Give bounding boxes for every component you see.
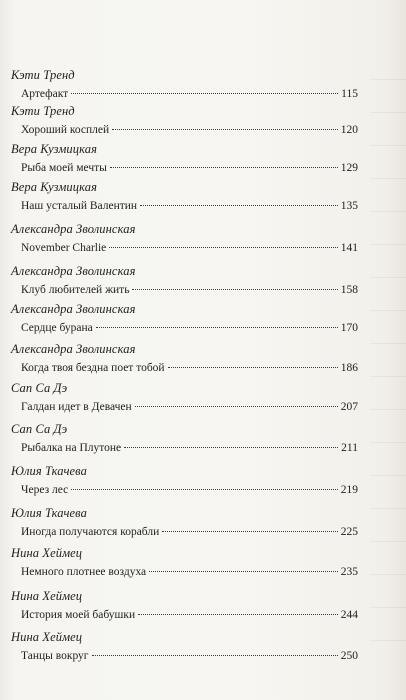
entry-title: Рыбалка на Плутоне	[21, 442, 122, 454]
dot-leader	[124, 447, 338, 448]
dot-leader	[92, 655, 338, 656]
entry-page-number: 225	[340, 526, 358, 538]
entry-title: Наш усталый Валентин	[21, 200, 138, 212]
entry-row	[21, 525, 358, 541]
entry-page-number: 244	[340, 609, 358, 621]
entry-title: История моей бабушки	[21, 609, 136, 621]
entry-author: Александра Зволинская	[11, 302, 136, 316]
toc-entry[interactable]	[0, 142, 406, 180]
entry-page-number: 120	[340, 124, 358, 136]
toc-entry[interactable]	[0, 302, 406, 340]
entry-row	[21, 283, 358, 299]
entry-title: Клуб любителей жить	[21, 284, 130, 296]
entry-row	[21, 400, 358, 416]
entry-page-number: 250	[340, 650, 358, 662]
entry-page-number: 141	[340, 242, 358, 254]
entry-page-number: 211	[341, 442, 358, 454]
entry-row	[21, 649, 358, 665]
entry-row	[21, 565, 358, 581]
entry-author: Юлия Ткачева	[11, 464, 87, 478]
entry-title: Через лес	[21, 484, 69, 496]
dot-leader	[112, 129, 338, 130]
entry-page-number: 158	[340, 284, 358, 296]
entry-row	[21, 199, 358, 215]
entry-page-number: 186	[340, 362, 358, 374]
entry-page-number: 115	[341, 88, 358, 100]
dot-leader	[71, 489, 338, 490]
dot-leader	[135, 406, 338, 407]
entry-row	[21, 123, 358, 139]
entry-row	[21, 483, 358, 499]
dot-leader	[149, 571, 338, 572]
entry-page-number: 129	[340, 162, 358, 174]
toc-entry[interactable]	[0, 589, 406, 627]
entry-title: Галдан идет в Девачен	[21, 401, 132, 413]
entry-page-number: 219	[340, 484, 358, 496]
entry-author: Александра Зволинская	[11, 222, 136, 236]
entry-page-number: 135	[340, 200, 358, 212]
entry-author: Юлия Ткачева	[11, 506, 87, 520]
entry-author: Сап Са Дэ	[11, 422, 68, 436]
entry-title: Немного плотнее воздуха	[21, 566, 147, 578]
entry-title: November Charlie	[21, 242, 107, 254]
dot-leader	[96, 327, 338, 328]
entry-row	[21, 361, 358, 377]
dot-leader	[168, 367, 338, 368]
entry-author: Сап Са Дэ	[11, 381, 68, 395]
entry-author: Кэти Тренд	[11, 68, 75, 82]
entry-title: Артефакт	[21, 88, 69, 100]
toc-entry[interactable]	[0, 222, 406, 260]
entry-author: Вера Кузмицкая	[11, 180, 97, 194]
entry-row	[21, 441, 358, 457]
entry-author: Александра Зволинская	[11, 342, 136, 356]
entry-author: Нина Хеймец	[11, 630, 83, 644]
entry-page-number: 235	[340, 566, 358, 578]
entry-title: Сердце бурана	[21, 322, 93, 334]
entry-author: Нина Хеймец	[11, 546, 83, 560]
entry-author: Нина Хеймец	[11, 589, 83, 603]
entry-title: Рыба моей мечты	[21, 162, 107, 174]
toc-entry[interactable]	[0, 104, 406, 142]
dot-leader	[132, 289, 337, 290]
dot-leader	[109, 247, 337, 248]
dot-leader	[110, 167, 338, 168]
entry-title: Танцы вокруг	[21, 650, 89, 662]
entry-row	[21, 87, 358, 103]
entry-author: Кэти Тренд	[11, 104, 75, 118]
toc-entry[interactable]	[0, 546, 406, 584]
entry-title: Хороший косплей	[21, 124, 110, 136]
toc-entry[interactable]	[0, 264, 406, 302]
entry-page-number: 170	[340, 322, 358, 334]
dot-leader	[140, 205, 338, 206]
entry-title: Иногда получаются корабли	[21, 526, 160, 538]
toc-entry[interactable]	[0, 630, 406, 668]
toc-entry[interactable]	[0, 342, 406, 380]
entry-row	[21, 241, 358, 257]
toc-entry[interactable]	[0, 381, 406, 419]
toc-entry[interactable]	[0, 180, 406, 218]
toc-entry[interactable]	[0, 506, 406, 544]
dot-leader	[138, 614, 338, 615]
entry-page-number: 207	[340, 401, 358, 413]
toc-entry[interactable]	[0, 464, 406, 502]
entry-author: Вера Кузмицкая	[11, 142, 97, 156]
dot-leader	[71, 93, 338, 94]
dot-leader	[162, 531, 337, 532]
entry-row	[21, 321, 358, 337]
entry-author: Александра Зволинская	[11, 264, 136, 278]
toc-entry[interactable]	[0, 68, 406, 106]
entry-row	[21, 608, 358, 624]
entry-title: Когда твоя бездна поет тобой	[21, 362, 165, 374]
toc-entry[interactable]	[0, 422, 406, 460]
entry-row	[21, 161, 358, 177]
